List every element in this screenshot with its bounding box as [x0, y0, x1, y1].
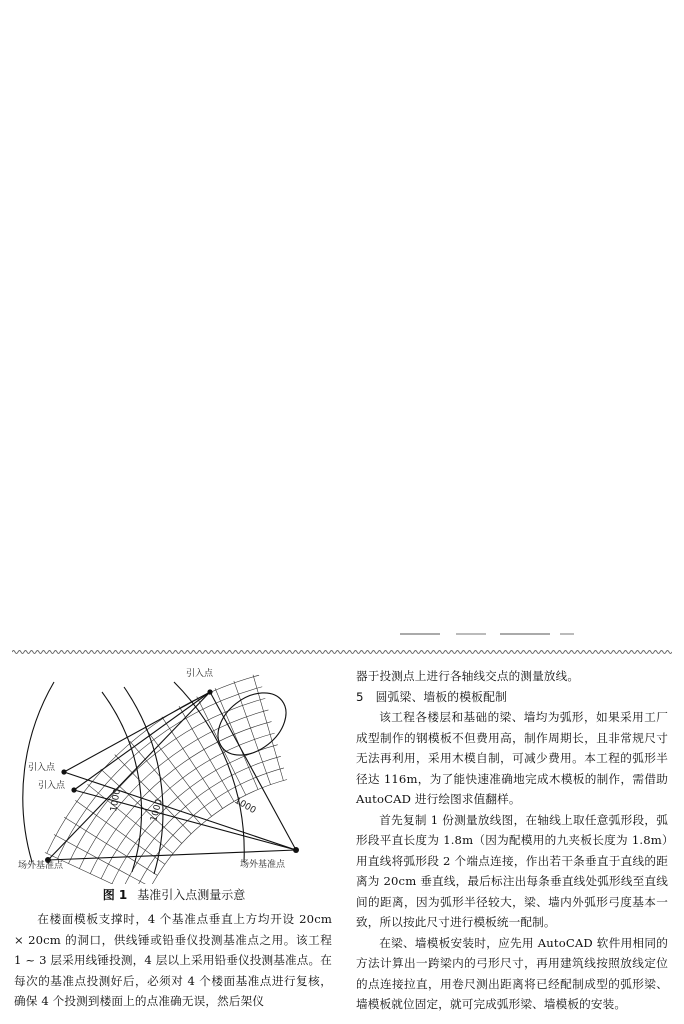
sight-line-3 [210, 692, 296, 850]
sight-line-4 [64, 772, 296, 850]
grid-radial [253, 675, 283, 781]
sight-line-5 [74, 692, 210, 790]
arc-band-2 [124, 687, 163, 874]
dim-label-b: 1000 [149, 798, 165, 823]
scan-noise [400, 632, 580, 636]
body-paragraph: 在楼面模板支撑时，4 个基准点垂直上方均开设 20cm × 20cm 的洞口，供线锤或铅垂仪投测基准点之用。该工程 1 ~ 3 层采用线锤投测，4 层以上采用铅垂仪投测基准点。在每次的基准点投测好后，必须对 4 个楼面基准点进行复核，确保 4 个投测到楼面上的点准确无误，然后架仪 [14, 912, 332, 1008]
label-entry-top: 引入点 [186, 669, 214, 679]
sight-line-7 [74, 790, 296, 850]
label-entry-left-1: 引入点 [28, 763, 56, 773]
figure-caption [14, 887, 334, 903]
right-column [356, 666, 668, 1015]
grid-arc [79, 710, 268, 869]
page-separator [12, 648, 672, 656]
label-field-base-right: 场外基准点 [240, 860, 286, 870]
body-paragraph: 首先复制 1 份测量放线图，在轴线上取任意弧形段，弧形段平直长度为 1.8m（因为配模用的九夹板长度为 1.8m）用直线将弧形段 2 个端点连接，作出若干条垂直于直线的距离为 20cm 垂直线，最后标注出每条垂直线处弧形线至直线间的距离，因为弧形半径较大，梁、墙内外弧形弓度基本一致，所以按此尺寸进行模板统一配制。 [356, 812, 668, 929]
dim-label-a: 1000 [109, 788, 123, 813]
dim-label-c: 1000 [232, 795, 258, 817]
continued-line: 器于投测点上进行各轴线交点的测量放线。 [356, 669, 580, 683]
body-paragraph: 在梁、墙模板安装时，应先用 AutoCAD 软件用相同的方法计算出一跨梁内的弓形尺寸，再用建筑线按照放线定位的点连接拉直，用卷尺测出距离将已经配制成型的弧形梁、墙模板就位固定，就可完成弧形梁、墙模板的安装。 [356, 935, 668, 1011]
section-heading: 5 圆弧梁、墙板的模板配制 [356, 689, 508, 704]
body-paragraph: 该工程各楼层和基础的梁、墙均为弧形，如果采用工厂成型制作的钢模板不但费用高，制作周期长，且非常规尺寸无法再利用，采用木模自制，可减少费用。本工程的弧形半径达 116m，为了能快速准确地完成木模板的制作，需借助 AutoCAD 进行绘图求值翻样。 [356, 710, 668, 806]
figure-caption-text: 基准引入点测量示意 [137, 888, 246, 902]
label-field-base-left: 场外基准点 [18, 861, 64, 871]
figure-number: 图 1 [102, 888, 128, 902]
arc-band-3 [174, 682, 244, 862]
label-entry-left-2: 引入点 [38, 781, 66, 791]
sight-line-6 [64, 692, 210, 772]
left-column [14, 909, 332, 1012]
survey-diagram [14, 662, 334, 884]
